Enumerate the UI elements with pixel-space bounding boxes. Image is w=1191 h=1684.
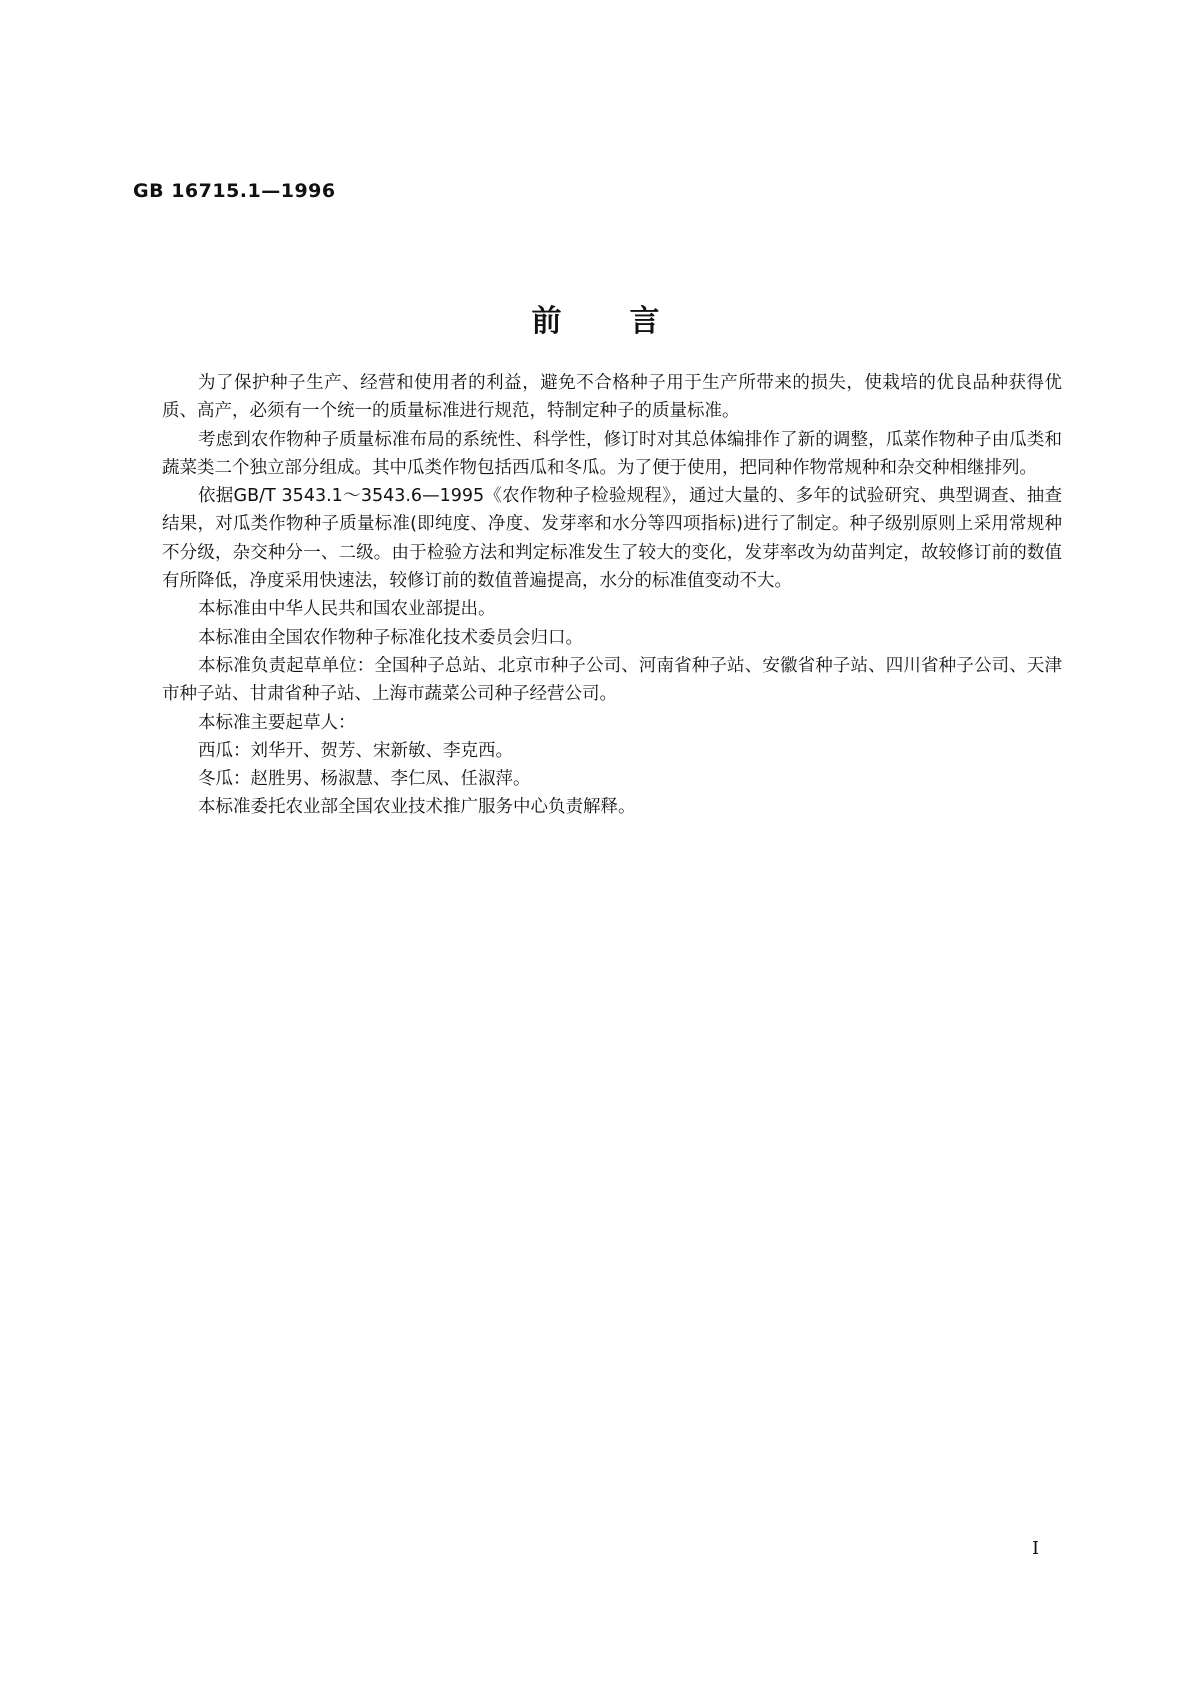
- document-body: [162, 369, 1062, 822]
- page-title: 前言: [531, 304, 728, 339]
- standard-number: GB 16715.1—1996: [133, 180, 336, 202]
- paragraph-drafters-watermelon: 西瓜：刘华开、贺芳、宋新敏、李克西。: [198, 740, 513, 761]
- paragraph-interpretation: 本标准委托农业部全国农业技术推广服务中心负责解释。: [198, 797, 636, 818]
- page-number: I: [1032, 1538, 1040, 1559]
- paragraph-purpose: 为了保护种子生产、经营和使用者的利益，避免不合格种子用于生产所带来的损失，使栽培的优良品种获得优质、高产，必须有一个统一的质量标准进行规范，特制定种子的质量标准。: [162, 373, 1062, 422]
- paragraph-administrator: 本标准由全国农作物种子标准化技术委员会归口。: [198, 627, 583, 648]
- paragraph-basis: 依据GB/T 3543.1～3543.6—1995《农作物种子检验规程》，通过大量的、多年的试验研究、典型调查、抽查结果，对瓜类作物种子质量标准(即纯度、净度、发芽率和水分等四项指标)进行了制定。种子级别原则上采用常规种不分级，杂交种分一、二级。由于检验方法和判定标准发生了较大的变化，发芽率改为幼苗判定，故较修订前的数值有所降低，净度采用快速法，较修订前的数值普遍提高，水分的标准值变动不大。: [162, 486, 1062, 592]
- paragraph-drafters-wax-gourd: 冬瓜：赵胜男、杨淑慧、李仁凤、任淑萍。: [198, 769, 531, 790]
- paragraph-drafting-units: 本标准负责起草单位：全国种子总站、北京市种子公司、河南省种子站、安徽省种子站、四川省种子公司、天津市种子站、甘肃省种子站、上海市蔬菜公司种子经营公司。: [162, 655, 1062, 705]
- paragraph-structure: 考虑到农作物种子质量标准布局的系统性、科学性，修订时对其总体编排作了新的调整，瓜菜作物种子由瓜类和蔬菜类二个独立部分组成。其中瓜类作物包括西瓜和冬瓜。为了便于使用，把同种作物常规种和杂交种相继排列。: [162, 429, 1062, 478]
- paragraph-proposer: 本标准由中华人民共和国农业部提出。: [198, 599, 496, 620]
- paragraph-drafters-heading: 本标准主要起草人：: [198, 712, 356, 733]
